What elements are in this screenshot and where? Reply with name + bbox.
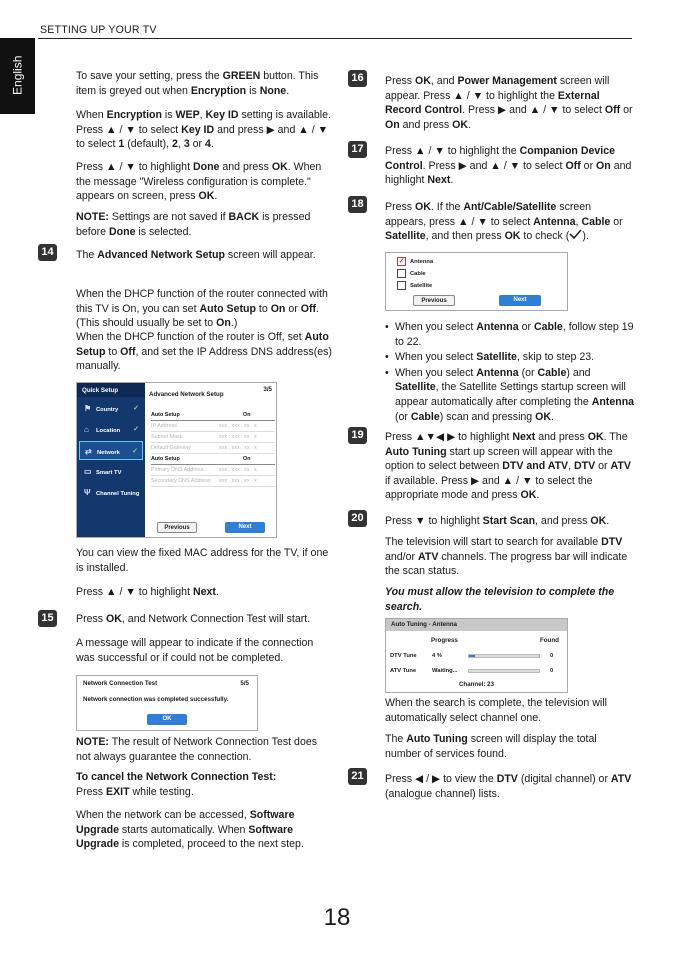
text-run: . Press ▶ and ▲ / ▼ to select — [422, 159, 566, 172]
bold-text: 2 — [172, 138, 178, 151]
setting-row[interactable] — [151, 421, 275, 432]
text-run: or — [580, 159, 597, 172]
text-run: (default), — [124, 138, 173, 151]
bold-text: EXIT — [106, 785, 130, 798]
bold-text: Encryption — [106, 109, 162, 121]
note — [76, 210, 332, 239]
bold-text: To cancel the Network Connection Test: — [76, 771, 277, 783]
bold-text: 1 — [118, 138, 125, 151]
para — [76, 160, 332, 204]
text-run: , and press — [535, 515, 591, 527]
bold-text: Done — [192, 161, 220, 173]
setting-row[interactable] — [151, 465, 275, 476]
setting-value: On — [243, 456, 251, 462]
menu-item-location[interactable] — [79, 420, 143, 439]
para — [76, 612, 332, 627]
bold-text: On — [385, 118, 400, 131]
bold-text: OK — [271, 161, 288, 173]
text-run: Press ▲ / ▼ to highlight the — [385, 145, 520, 157]
check-icon: ✓ — [133, 426, 139, 433]
para — [385, 772, 635, 801]
bold-text: Auto Setup — [76, 331, 329, 358]
text-run: ) scan and pressing — [439, 410, 536, 423]
setting-label: Secondary DNS Address — [151, 478, 211, 484]
para — [76, 636, 332, 665]
para — [76, 108, 332, 152]
text-run: Press ▲ / ▼ to highlight — [76, 161, 193, 173]
para — [385, 696, 635, 725]
text-run: . If the — [430, 201, 464, 213]
text-run: The — [76, 249, 98, 261]
page-number: 18 — [323, 904, 351, 931]
bold-text: Power Management — [457, 75, 557, 87]
bold-text: Software Upgrade — [76, 823, 294, 851]
text-run: is — [246, 84, 260, 97]
bold-text: Antenna — [476, 366, 519, 379]
text-run: Press ▼ to highlight — [385, 515, 483, 527]
text-run: (or — [518, 366, 538, 379]
bold-text: Auto Tuning — [385, 445, 447, 458]
progress-bar — [468, 654, 540, 658]
menu-item-label: Channel Tuning — [96, 491, 140, 497]
text-run: . (This should usually be set to — [76, 302, 319, 330]
bold-text: DTV — [574, 460, 596, 473]
checkbox[interactable] — [397, 281, 406, 290]
text-run: ). — [582, 230, 589, 243]
text-run: , follow step 19 to 22. — [395, 321, 634, 348]
bold-text: On — [596, 159, 611, 172]
text-run: When the DHCP function of the router is Off, set — [76, 331, 305, 343]
bold-text: Advanced Network Setup — [97, 249, 225, 261]
menu-item-label: Location — [96, 428, 121, 434]
bold-text: OK — [535, 410, 552, 423]
step-badge: 14 — [38, 244, 57, 261]
text-run: . — [468, 118, 471, 131]
para — [385, 732, 635, 761]
previous-button[interactable]: Previous — [157, 522, 197, 533]
bold-text: 4 — [205, 138, 211, 151]
bold-text: Encryption — [190, 84, 247, 97]
text-run: and press — [219, 161, 272, 173]
menu-item-channel-tuning[interactable] — [79, 483, 143, 505]
text-run: . — [210, 138, 214, 151]
text-run: (digital channel) or — [517, 773, 611, 785]
bold-text: Next — [512, 431, 536, 443]
text-run: Press ▲▼◀ ▶ to highlight — [385, 431, 513, 443]
setting-row[interactable] — [151, 476, 275, 487]
option-label: Cable — [410, 271, 426, 278]
para — [76, 585, 332, 600]
tune-status: Waiting... — [432, 668, 458, 674]
para — [385, 535, 635, 579]
para — [385, 200, 635, 244]
setting-value: xxx . xxx . xx . x — [219, 445, 257, 451]
bold-text: Start Scan — [482, 515, 536, 527]
text-run: and/or — [385, 550, 418, 563]
progress-fill — [469, 655, 475, 657]
text-run: , — [575, 215, 582, 228]
para — [385, 144, 635, 188]
text-run: is pressed before — [76, 211, 311, 238]
bold-text: 3 — [183, 138, 190, 151]
text-run: . — [286, 84, 290, 97]
bold-text: Off — [300, 302, 317, 315]
option-satellite[interactable] — [397, 281, 433, 292]
text-run: setting is available. Press ▲ / ▼ to select — [76, 109, 331, 136]
menu-item-label: Country — [96, 407, 119, 413]
setting-value: xxx . xxx . xx . x — [219, 434, 257, 440]
bold-text: Satellite — [395, 381, 436, 394]
header-rule — [38, 38, 632, 39]
tune-label: ATV Tune — [390, 668, 417, 674]
para — [76, 546, 332, 575]
text-run: When you select — [395, 351, 477, 364]
text-run: . — [551, 410, 554, 423]
text-run: to — [105, 345, 121, 358]
bold-text: You must allow the television to complete the search. — [385, 586, 615, 613]
para — [76, 248, 326, 263]
text-run: is — [161, 109, 176, 121]
text-run: The — [385, 733, 407, 745]
text-run: and press — [535, 431, 588, 443]
text-run: Press — [385, 201, 416, 213]
tune-count: 0 — [550, 668, 554, 674]
para — [76, 330, 332, 374]
setting-value: xxx . xxx . xx . x — [219, 478, 257, 484]
bold-text: Software Upgrade — [76, 809, 295, 836]
text-run: Press — [385, 75, 416, 87]
bold-text: ATV — [610, 460, 631, 473]
checked-checkbox[interactable]: ✓ — [398, 258, 405, 265]
setting-row[interactable] — [151, 410, 275, 421]
bold-text: NOTE: — [76, 211, 109, 223]
text-run: button. This item is greyed out when — [76, 70, 319, 97]
bold-text: Ant/Cable/Satellite — [463, 201, 557, 213]
text-run: .) — [230, 317, 238, 330]
para — [76, 69, 332, 98]
step-badge: 16 — [348, 70, 367, 87]
text-run: , and — [430, 75, 458, 87]
text-run: , — [199, 109, 206, 121]
bold-text: OK — [590, 515, 607, 527]
setting-label: Default Gateway — [151, 445, 191, 451]
setting-value: xxx . xxx . xx . x — [219, 423, 257, 429]
text-run: When the network can be accessed, — [76, 809, 250, 821]
bold-text: OK — [504, 230, 521, 243]
ans-page: 3/5 — [263, 386, 272, 393]
text-run: . The — [603, 431, 628, 443]
sidebar-title: Quick Setup — [77, 383, 145, 397]
text-run: , — [177, 138, 184, 151]
tune-count: 0 — [550, 653, 554, 659]
at-progress-label: Progress — [431, 637, 458, 644]
text-run: Press ◀ / ▶ to view the — [385, 773, 497, 785]
note — [76, 735, 332, 764]
network-icon: ⇄ — [85, 447, 92, 456]
language-tab-label: English — [10, 55, 25, 95]
bold-text: WEP — [175, 109, 200, 121]
menu-item-smart-tv[interactable] — [79, 462, 143, 481]
bold-text: On — [216, 317, 231, 330]
bold-text: NOTE: — [76, 736, 109, 748]
text-run: . — [215, 586, 219, 598]
text-run: is selected. — [135, 225, 192, 238]
bold-text: DTV and ATV — [502, 460, 569, 473]
bold-text: OK — [415, 75, 431, 87]
bold-text: DTV — [601, 536, 623, 548]
bold-text: Cable — [537, 366, 567, 379]
text-run: , and Network Connection Test will start. — [121, 613, 311, 625]
bold-text: Companion Device Control — [385, 145, 615, 172]
text-run: screen appears, press ▲ / ▼ to select — [385, 201, 592, 228]
text-run: is completed, proceed to the next step. — [118, 838, 304, 851]
step-badge: 19 — [348, 427, 367, 444]
bold-text: Off — [604, 104, 621, 117]
bold-text: Satellite — [385, 230, 426, 243]
bold-text: Satellite — [476, 351, 517, 364]
bold-text: OK — [198, 190, 215, 203]
quick-setup-sidebar — [77, 383, 145, 537]
auto-tuning-screen — [385, 618, 568, 693]
text-run: (or — [395, 410, 411, 423]
nct-title: Network Connection Test — [83, 680, 158, 687]
bold-text: ATV — [417, 550, 439, 563]
text-run: channels. The progress bar will indicate the scan status. — [385, 550, 628, 578]
tune-status: 4 % — [432, 653, 442, 659]
bold-text: Key ID — [181, 123, 215, 136]
text-run: You can view the fixed MAC address for the TV, if one is installed. — [76, 547, 329, 574]
para — [385, 514, 635, 529]
bold-text: Antenna — [533, 215, 576, 228]
bold-text: Next — [192, 586, 216, 598]
next-button[interactable]: Next — [499, 295, 541, 306]
text-run: ) and — [566, 366, 591, 379]
option-antenna[interactable] — [397, 257, 433, 268]
progress-bar — [468, 669, 540, 673]
bold-text: Next — [427, 174, 451, 187]
check-icon: ✓ — [132, 448, 138, 455]
text-run: and highlight — [385, 159, 632, 187]
setting-row[interactable] — [151, 454, 275, 465]
text-run: screen will display the total number of services found. — [385, 733, 597, 760]
text-run: or — [620, 104, 633, 117]
text-run: The result of Network Connection Test does not always guarantee the connection. — [76, 736, 318, 763]
text-run: or — [595, 460, 611, 473]
bold-text: Cable — [533, 321, 563, 333]
bold-text: External Record Control — [385, 89, 600, 117]
text-run: Press — [76, 785, 107, 798]
checkbox[interactable] — [397, 269, 406, 278]
bold-text: OK — [106, 613, 122, 625]
setting-value: On — [243, 412, 251, 418]
text-run: or — [285, 302, 301, 315]
flag-icon: ⚑ — [84, 404, 92, 413]
text-run: while testing. — [129, 785, 194, 798]
bold-text: Antenna — [476, 321, 519, 333]
bold-text: None — [259, 84, 287, 97]
text-run: , skip to step 23. — [516, 351, 595, 364]
nct-message: Network connection was completed successfully. — [83, 696, 229, 703]
text-run: start up screen will appear with the option to select between — [385, 445, 613, 473]
bullet-item — [385, 320, 637, 349]
menu-item-label: Smart TV — [96, 470, 122, 476]
setting-value: xxx . xxx . xx . x — [219, 467, 257, 473]
text-run: , and then press — [425, 230, 505, 243]
setting-label: IP Address — [151, 423, 177, 429]
step-badge: 20 — [348, 510, 367, 527]
check-icon: ✓ — [133, 405, 139, 412]
bold-text: OK — [520, 489, 537, 502]
text-run: screen will appear. — [224, 249, 316, 261]
text-run: , — [568, 460, 575, 473]
text-run: . — [536, 489, 540, 502]
bold-text: ATV — [610, 773, 632, 785]
text-run: To save your setting, press the — [76, 70, 223, 82]
tune-row — [390, 665, 565, 680]
advanced-network-screen — [76, 382, 277, 538]
bold-text: Done — [108, 225, 136, 238]
nct-page: 5/5 — [240, 680, 249, 687]
ant-cable-satellite-screen — [385, 252, 568, 311]
step-badge: 15 — [38, 610, 57, 627]
tune-row — [390, 650, 565, 665]
text-run: Press ▲ / ▼ to highlight — [76, 586, 193, 598]
text-run: The television will start to search for available — [385, 536, 602, 548]
bold-text: Key ID — [205, 109, 239, 121]
bold-text: Cable — [410, 410, 440, 423]
bold-text: DTV — [496, 773, 518, 785]
bullet-item — [385, 366, 637, 424]
location-icon: ⌂ — [84, 425, 89, 434]
text-run: When — [76, 109, 107, 121]
text-run: or — [610, 215, 623, 228]
ok-button[interactable]: OK — [147, 714, 187, 725]
antenna-icon: Ψ — [84, 488, 91, 497]
text-run: . Press ▶ and ▲ / ▼ to select — [462, 104, 605, 117]
bold-text: GREEN — [222, 70, 261, 82]
para — [76, 808, 332, 852]
text-run: When you select — [395, 321, 477, 333]
text-run: if available. Press ▶ and ▲ / ▼ to select the appropriate mode and press — [385, 474, 593, 502]
warning — [385, 585, 635, 614]
para — [76, 287, 332, 331]
step-badge: 18 — [348, 196, 367, 213]
bold-text: OK — [452, 118, 469, 131]
text-run: and press ▶ and ▲ / ▼ to select — [76, 123, 329, 151]
bold-text: Off — [565, 159, 581, 172]
checkmark-icon — [569, 229, 582, 239]
text-run: When the DHCP function of the router connected with this TV is On, you can set — [76, 288, 328, 315]
text-run: or — [189, 138, 206, 151]
bold-text: On — [270, 302, 286, 315]
text-run: . — [450, 174, 454, 187]
option-label: Antenna — [410, 259, 434, 266]
text-run: A message will appear to indicate if the connection was successful or if could not be completed. — [76, 637, 314, 664]
bold-text: OK — [587, 431, 604, 443]
language-tab — [0, 38, 35, 114]
text-run: . — [214, 190, 218, 203]
text-run: screen will appear. Press ▲ / ▼ to highlight the — [385, 75, 610, 102]
step-badge: 21 — [348, 768, 367, 785]
bold-text: Auto Tuning — [406, 733, 468, 745]
bold-text: Off — [120, 345, 136, 358]
para — [76, 770, 332, 799]
next-button[interactable]: Next — [225, 522, 265, 533]
setting-label: Subnet Mask — [151, 434, 183, 440]
text-run: Settings are not saved if — [108, 211, 229, 223]
ans-header — [149, 386, 274, 401]
text-run: starts automatically. When — [118, 823, 249, 836]
option-label: Satellite — [410, 283, 433, 290]
text-run: , the Satellite Settings startup screen will appear automatically after completing the — [395, 381, 626, 408]
setting-label: Auto Setup — [151, 412, 180, 418]
bold-text: OK — [415, 201, 431, 213]
menu-item-label: Network — [97, 450, 120, 456]
at-found-label: Found — [540, 637, 559, 644]
tune-label: DTV Tune — [390, 653, 417, 659]
setting-label: Auto Setup — [151, 456, 180, 462]
text-run: and press — [399, 118, 453, 131]
text-run: When the search is complete, the television will automatically select channel one. — [385, 697, 607, 724]
text-run: to — [255, 302, 271, 315]
bold-text: Antenna — [591, 395, 635, 408]
at-channel: Channel: 23 — [458, 681, 495, 688]
step-badge: 17 — [348, 141, 367, 158]
ans-title: Advanced Network Setup — [149, 391, 224, 398]
setting-row[interactable] — [151, 432, 275, 443]
at-title: Auto Tuning - Antenna — [386, 619, 567, 631]
text-run: Press — [76, 613, 107, 625]
text-run: or — [518, 321, 534, 333]
para — [385, 74, 635, 132]
text-run: . When the message "Wireless configuration is complete." appears on screen, press — [76, 161, 322, 203]
text-run: . — [606, 515, 610, 527]
header-title: SETTING UP YOUR TV — [40, 24, 157, 36]
previous-button[interactable]: Previous — [413, 295, 455, 306]
text-run: , and set the IP Address DNS address(es) manually. — [76, 345, 332, 373]
menu-item-network[interactable] — [79, 441, 143, 460]
para — [385, 430, 635, 503]
tv-icon: ▭ — [84, 467, 92, 476]
bold-text: Cable — [581, 215, 611, 228]
bullet-list — [385, 320, 637, 425]
text-run: (analogue channel) lists. — [385, 787, 500, 800]
menu-item-country[interactable] — [79, 399, 143, 418]
text-run: to check ( — [520, 230, 570, 243]
option-cable[interactable] — [397, 269, 433, 280]
bold-text: BACK — [228, 211, 260, 223]
setting-row[interactable] — [151, 443, 275, 454]
bullet-item — [385, 350, 637, 365]
bold-text: Auto Setup — [199, 302, 256, 315]
network-test-screen — [76, 675, 258, 731]
text-run: When you select — [395, 366, 477, 379]
setting-label: Primary DNS Address — [151, 467, 204, 473]
